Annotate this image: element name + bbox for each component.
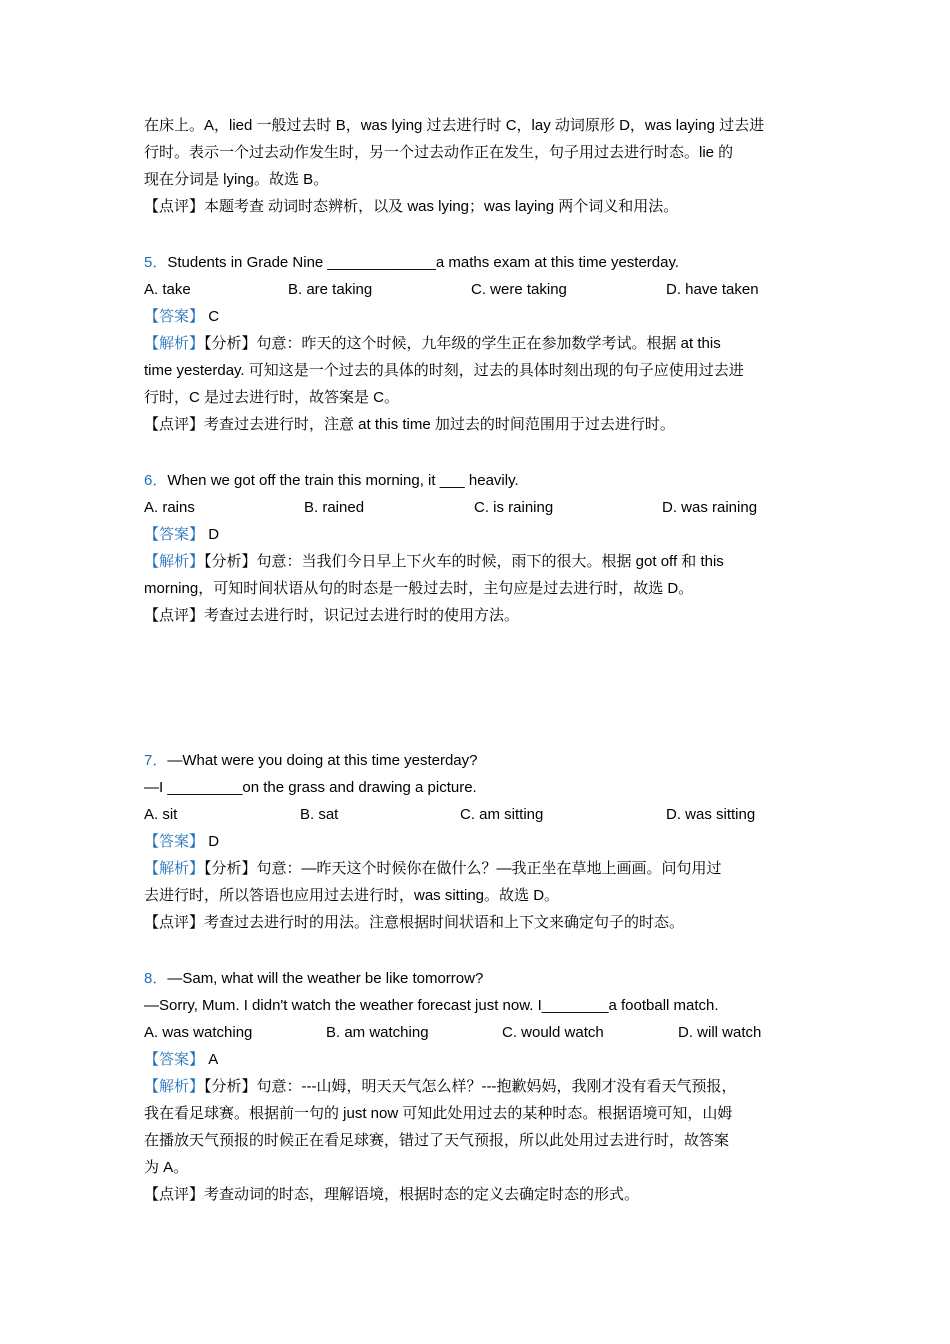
analysis-text: 【分析】句意：昨天的这个时候，九年级的学生正在参加数学考试。根据 at this <box>204 335 721 352</box>
question-8-options <box>144 1019 814 1046</box>
answer-value: C <box>208 308 220 325</box>
question-7-text: —What were you doing at this time yesterday? <box>167 752 478 769</box>
analysis-text: 【分析】句意：---山姆，明天天气怎么样？---抱歉妈妈，我刚才没有看天气预报， <box>204 1078 737 1095</box>
question-5-text: Students in Grade Nine _____________a maths exam at this time yesterday. <box>167 254 680 271</box>
question-7-options <box>144 801 814 828</box>
question-5-analysis-1 <box>144 330 814 357</box>
option-d: D. was raining <box>662 499 758 516</box>
question-7-number: 7． <box>144 752 168 769</box>
option-b: B. am watching <box>326 1024 429 1041</box>
question-5-comment: 【点评】考查过去进行时，注意 at this time 加过去的时间范围用于过去进行时。 <box>144 416 675 433</box>
question-8-comment: 【点评】考查动词的时态，理解语境，根据时态的定义去确定时态的形式。 <box>144 1186 640 1203</box>
option-a: A. sit <box>144 806 178 823</box>
question-7-comment: 【点评】考查过去进行时的用法。注意根据时间状语和上下文来确定句子的时态。 <box>144 914 685 931</box>
intro-line-3: 现在分词是 lying。故选 B。 <box>144 171 329 188</box>
analysis-label: 【解析】 <box>144 1078 205 1095</box>
intro-line-2: 行时。表示一个过去动作发生时，另一个过去动作正在发生，句子用过去进行时态。lie 的 <box>144 144 734 161</box>
question-7-answer <box>144 828 814 855</box>
question-7-analysis-2: 去进行时，所以答语也应用过去进行时，was sitting。故选 D。 <box>144 887 560 904</box>
question-8-number: 8． <box>144 970 168 987</box>
option-d: D. was sitting <box>666 806 756 823</box>
answer-label: 【答案】 <box>144 1051 205 1068</box>
question-8-analysis-1 <box>144 1073 814 1100</box>
option-b: B. are taking <box>288 281 373 298</box>
question-8 <box>144 965 814 992</box>
question-5-number: 5． <box>144 254 168 271</box>
option-b: B. sat <box>300 806 339 823</box>
answer-label: 【答案】 <box>144 526 205 543</box>
intro-comment: 【点评】本题考查 动词时态辨析，以及 was lying；was laying 两个词义和用法。 <box>144 198 679 215</box>
analysis-label: 【解析】 <box>144 335 205 352</box>
question-5 <box>144 249 814 276</box>
answer-value: A <box>208 1051 219 1068</box>
question-7-analysis-1 <box>144 855 814 882</box>
question-5-analysis-2: time yesterday. 可知这是一个过去的具体的时刻，过去的具体时刻出现的句子应使用过去进 <box>144 362 744 379</box>
analysis-text: 【分析】句意：当我们今日早上下火车的时候，雨下的很大。根据 got off 和 this <box>204 553 724 570</box>
analysis-text: 【分析】句意：—昨天这个时候你在做什么？—我正坐在草地上画画。问句用过 <box>204 860 722 877</box>
question-8-analysis-3: 在播放天气预报的时候正在看足球赛，错过了天气预报，所以此处用过去进行时，故答案 <box>144 1132 730 1149</box>
question-6-comment: 【点评】考查过去进行时，识记过去进行时的使用方法。 <box>144 607 520 624</box>
option-d: D. will watch <box>678 1024 762 1041</box>
question-7 <box>144 747 814 774</box>
question-8-answer <box>144 1046 814 1073</box>
answer-label: 【答案】 <box>144 308 205 325</box>
question-7-text-2: —I _________on the grass and drawing a picture. <box>144 779 477 796</box>
question-8-analysis-2: 我在看足球赛。根据前一句的 just now 可知此处用过去的某种时态。根据语境可知，山姆 <box>144 1105 733 1122</box>
option-c: C. am sitting <box>460 806 544 823</box>
option-d: D. have taken <box>666 281 759 298</box>
intro-line-1: 在床上。A，lied 一般过去时 B，was lying 过去进行时 C，lay 动词原形 D，was laying 过去进 <box>144 117 765 134</box>
option-b: B. rained <box>304 499 365 516</box>
answer-label: 【答案】 <box>144 833 205 850</box>
question-6-analysis-2: morning，可知时间状语从句的时态是一般过去时，主句应是过去进行时，故选 D。 <box>144 580 694 597</box>
option-a: A. was watching <box>144 1024 253 1041</box>
question-6-answer <box>144 521 814 548</box>
question-6-number: 6． <box>144 472 168 489</box>
answer-value: D <box>208 526 220 543</box>
question-6-options <box>144 494 814 521</box>
question-6-text: When we got off the train this morning, it ___ heavily. <box>167 472 519 489</box>
option-c: C. is raining <box>474 499 554 516</box>
option-c: C. were taking <box>471 281 567 298</box>
answer-value: D <box>208 833 220 850</box>
option-a: A. rains <box>144 499 195 516</box>
option-c: C. would watch <box>502 1024 604 1041</box>
question-8-text-2: —Sorry, Mum. I didn't watch the weather forecast just now. I________a football match. <box>144 997 719 1014</box>
analysis-label: 【解析】 <box>144 860 205 877</box>
question-8-text: —Sam, what will the weather be like tomorrow? <box>167 970 484 987</box>
question-5-answer <box>144 303 814 330</box>
document-page <box>144 112 814 1208</box>
question-5-options <box>144 276 814 303</box>
analysis-label: 【解析】 <box>144 553 205 570</box>
question-6 <box>144 467 814 494</box>
question-6-analysis-1 <box>144 548 814 575</box>
option-a: A. take <box>144 281 191 298</box>
question-8-analysis-4: 为 A。 <box>144 1159 189 1176</box>
question-5-analysis-3: 行时，C 是过去进行时，故答案是 C。 <box>144 389 400 406</box>
